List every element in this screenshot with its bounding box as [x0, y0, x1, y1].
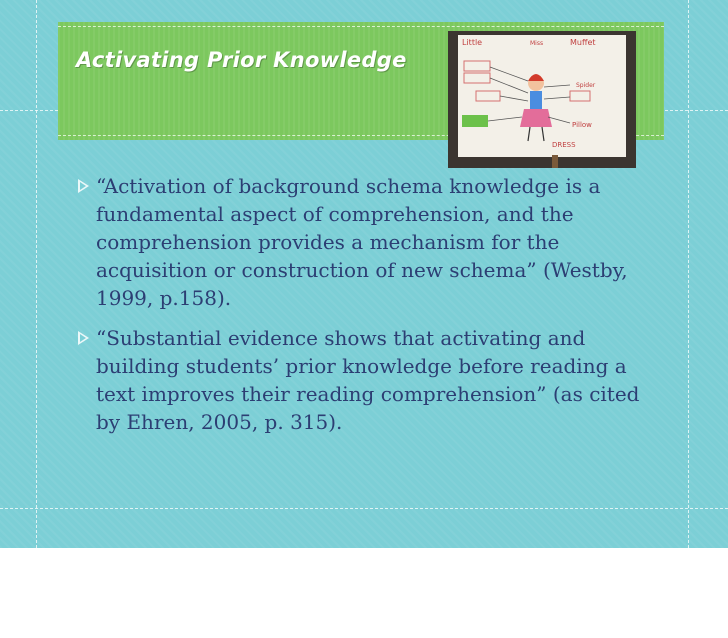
triangle-bullet-icon: [78, 179, 89, 193]
chart-paper-photo: [448, 31, 636, 168]
bullet-list: [78, 172, 668, 448]
bullet-item: [78, 172, 668, 312]
slide-title: Activating Prior Knowledge: [76, 48, 407, 72]
photo-label-muffet: Muffet: [570, 38, 596, 47]
photo-label-little: Little: [462, 38, 483, 47]
title-band-stitch-top: [58, 26, 664, 27]
bullet-text: “Activation of background schema knowledge is a fundamental aspect of comprehension, and the comprehension provides a mechanism for the acquisition or construction of new schema” (Westby, 1999, p.158).: [96, 174, 628, 310]
triangle-bullet-icon: [78, 331, 89, 345]
bullet-item: [78, 324, 668, 436]
stitch-left: [36, 0, 37, 548]
photo-label-spider: Spider: [576, 82, 596, 89]
photo-label-dress: DRESS: [552, 141, 576, 149]
photo-label-miss: Miss: [530, 40, 544, 47]
stitch-right: [688, 0, 689, 548]
photo-label-pillow: Pillow: [572, 121, 592, 129]
stitch-bottom: [0, 508, 728, 509]
bullet-text: “Substantial evidence shows that activating and building students’ prior knowledge before reading a text improves their reading comprehension” (as cited by Ehren, 2005, p. 315).: [96, 326, 640, 434]
